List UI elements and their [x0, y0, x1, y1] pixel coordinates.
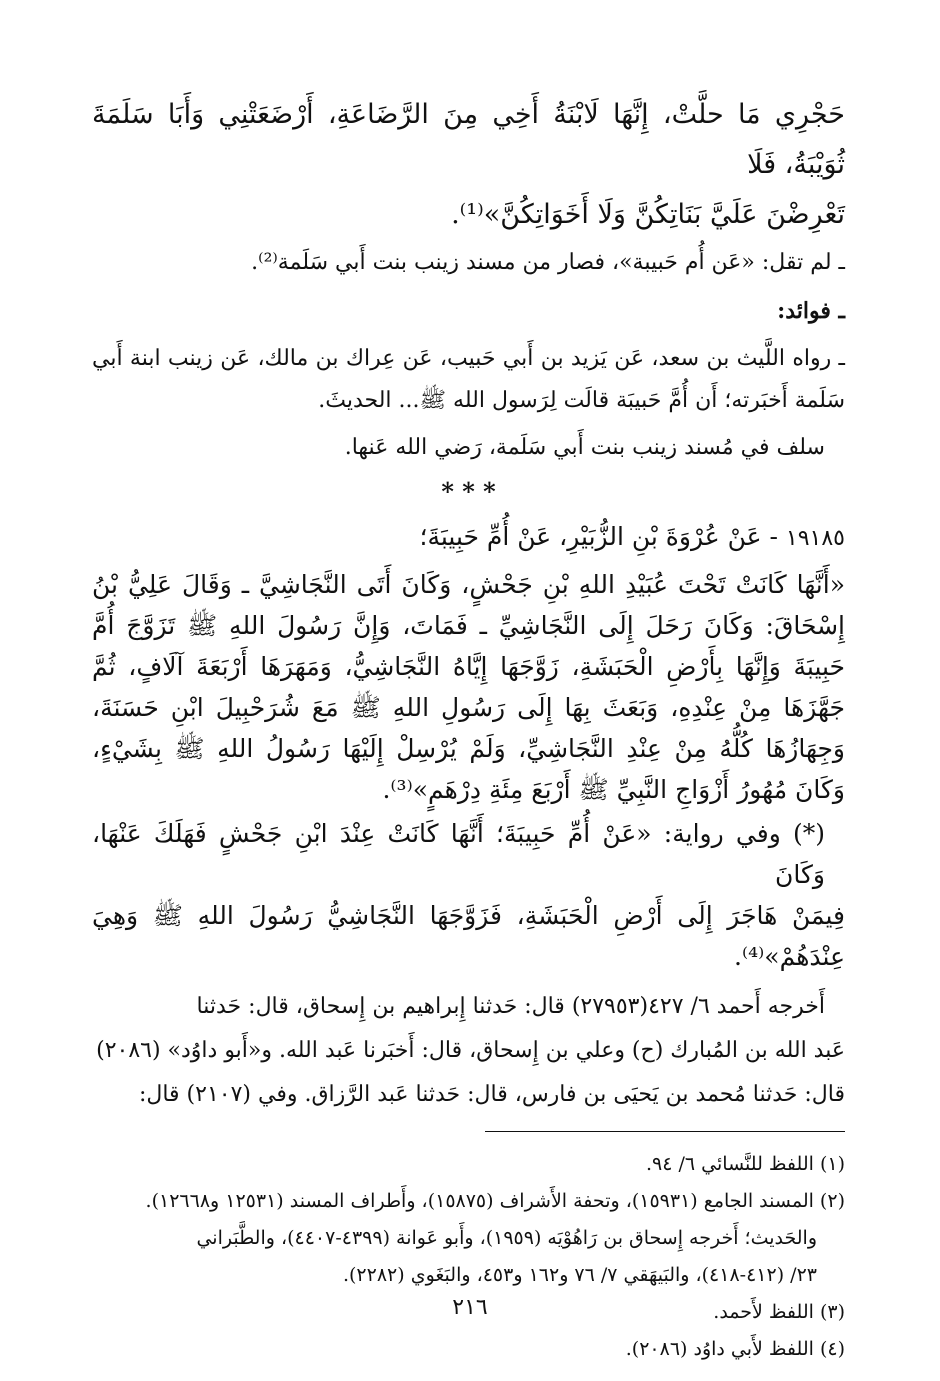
footnote-2: (٢) المسند الجامع (١٥٩٣١)، وتحفة الأَشراف (١٥٨٧٥)، وأَطراف المسند (١٢٥٣١ و١٢٦٦٨).	[145, 1190, 845, 1212]
footnote-1: (١) اللفظ للنَّسائي ٦/ ٩٤.	[646, 1153, 845, 1175]
page-number: ٢١٦	[452, 1295, 488, 1320]
narrator-note: ـ لم تقل: «عَن أُم حَبيبة»، فصار من مسند زينب بنت أَبي سَلَمة⁽²⁾.	[251, 250, 845, 275]
hadith-body: «أَنَّهَا كَانَتْ تَحْتَ عُبَيْدِ اللهِ بْنِ جَحْشٍ، وَكَانَ أَتَى النَّجَاشِيَّ ـ وَقَالَ عَلِيُّ بْنُ إِسْحَاقَ: وَكَانَ رَحَلَ إِلَى النَّجَاشِيِّ ـ فَمَاتَ، وَإِنَّ رَسُولَ اللهِ ﷺ تَزَوَّجَ أُمَّ حَبِيبَةَ وَإِنَّهَا بِأَرْضِ الْحَبَشَةِ، زَوَّجَهَا إِيَّاهُ النَّجَاشِيُّ، وَمَهَرَهَا أَرْبَعَةَ آلَافٍ، ثُمَّ جَهَّزَهَا مِنْ عِنْدِهِ، وَبَعَثَ بِهَا إِلَى رَسُولِ اللهِ ﷺ مَعَ شُرَحْبِيلَ ابْنِ حَسَنَةَ، وَجِهَازُهَا كُلُّهُ مِنْ عِنْدِ النَّجَاشِيِّ، وَلَمْ يُرْسِلْ إِلَيْهَا رَسُولُ اللهِ ﷺ بِشَيْءٍ، وَكَانَ مُهُورُ أَزْوَاجِ النَّبِيِّ ﷺ أَرْبَعَ مِئَةِ دِرْهَمٍ»⁽³⁾.	[92, 570, 845, 804]
riwaya-line-1: (*) وفي رواية: «عَنْ أُمِّ حَبِيبَةَ؛ أَنَّهَا كَانَتْ عِنْدَ ابْنِ جَحْشٍ فَهَلَكَ عَنْهَا، وَكَانَ	[92, 819, 825, 889]
footnote-2-continuation-1: والحَديث؛ أَخرجه إِسحاق بن رَاهُوْيَه (١٩٥٩)، وأَبو عَوانة (٤٣٩٩-٤٤٠٧)، والطَّبَراني	[196, 1227, 817, 1249]
riwaya-line-2: فِيمَنْ هَاجَرَ إِلَى أَرْضِ الْحَبَشَةِ، فَزَوَّجَهَا النَّجَاشِيُّ رَسُولَ اللهِ ﷺ وَهِيَ عِنْدَهُمْ»⁽⁴⁾.	[92, 901, 845, 971]
fawaid-heading: ـ فوائد:	[777, 298, 845, 324]
salaf-note: سلف في مُسند زينب بنت أَبي سَلَمة، رَضي الله عَنها.	[344, 435, 825, 460]
continuation-line-2: تَعْرِضْنَ عَلَيَّ بَنَاتِكُنَّ وَلَا أَخَوَاتِكُنَّ»⁽¹⁾.	[451, 199, 845, 230]
footnote-2-continuation-2: ٢٣/ (٤١٢-٤١٨)، والبَيهَقي ٧/ ٧٦ و١٦٢ و٤٥٣، والبَغَوي (٢٢٨٢).	[342, 1264, 817, 1286]
main-text	[92, 90, 845, 1117]
takhrij-line-2: عَبد الله بن المُبارك (ح) وعلي بن إِسحاق، قال: أَخبَرنا عَبد الله. و«أَبو داوُد» (٢٠٨٦)	[96, 1038, 845, 1063]
section-separator: * * *	[441, 477, 496, 506]
footnote-divider	[485, 1131, 845, 1132]
fawaid-paragraph: ـ رواه اللَّيث بن سعد، عَن يَزيد بن أَبي حَبيب، عَن عِراك بن مالك، عَن زينب ابنة أَبي سَلَمة أَخبَرته؛ أَن أُمَّ حَبيبَة قالَت لِرَسول الله ﷺ... الحديثَ.	[92, 346, 845, 413]
hadith-number: ١٩١٨٥	[785, 526, 845, 551]
footnote-4: (٤) اللفظ لأَبي داوُد (٢٠٨٦).	[625, 1338, 845, 1360]
continuation-line-1: حَجْرِي مَا حلَّتْ، إِنَّهَا لَابْنَةُ أَخِي مِنَ الرَّضَاعَةِ، أَرْضَعَتْنِي وَأَبَا سَلَمَةَ ثُوَيْبَةُ، فَلَا	[92, 99, 845, 180]
footnote-3: (٣) اللفظ لأَحمد.	[713, 1301, 845, 1323]
takhrij-line-3: قال: حَدثنا مُحمد بن يَحيَى بن فارس، قال: حَدثنا عَبد الرَّزاق. وفي (٢١٠٧) قال:	[138, 1082, 845, 1107]
hadith-chain: - عَنْ عُرْوَةَ بْنِ الزُّبَيْرِ، عَنْ أُمِّ حَبِيبَةَ؛	[419, 522, 778, 551]
hadith-heading	[92, 512, 845, 564]
footnotes	[92, 1146, 845, 1368]
takhrij-line-1: أَخرجه أَحمد ٦/ ٤٢٧(٢٧٩٥٣) قال: حَدثنا إِبراهيم بن إِسحاق، قال: حَدثنا	[196, 994, 825, 1019]
